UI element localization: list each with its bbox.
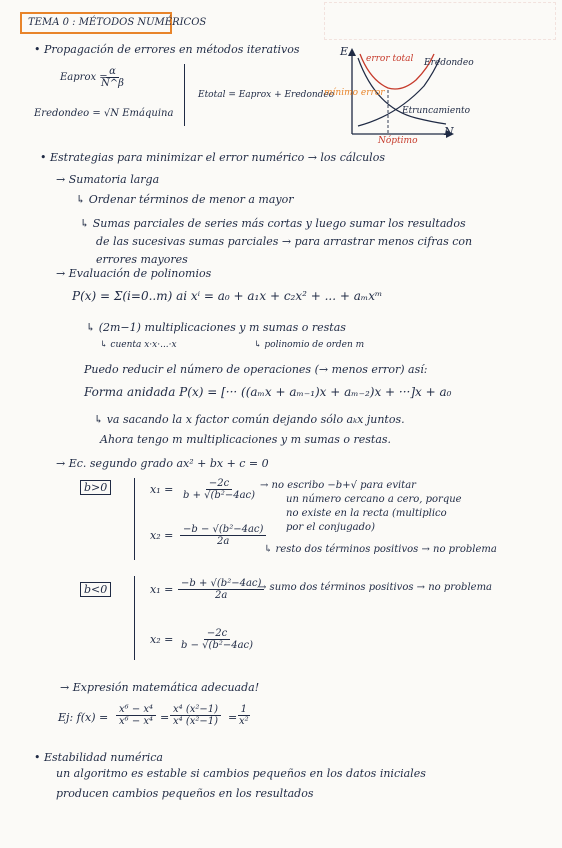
expr-equals-1: = [160, 711, 170, 724]
x2-pos-fraction [180, 524, 266, 547]
b-positive-box: b>0 [80, 480, 111, 495]
eaprox-fraction [98, 66, 127, 89]
propagation-heading: • Propagación de errores en métodos iterativos [34, 43, 300, 56]
etotal-formula: Etotal = Eaprox + Eredondeo [198, 90, 335, 100]
x1-neg-den: 2a [215, 590, 228, 601]
poly-formula: P(x) = Σ(i=0..m) ai xⁱ = a₀ + a₁x + c₂x² + ... + aₘxᵐ [72, 289, 383, 303]
poly-nested-form: Forma anidada P(x) = [··· ((aₘx + aₘ₋₁)x + aₘ₋₂)x + ···]x + a₀ [84, 385, 452, 399]
strategies-heading: • Estrategias para minimizar el error numérico → los cálculos [40, 151, 385, 164]
etruncamiento-label: Etruncamiento [402, 106, 471, 116]
formula-divider [184, 64, 185, 126]
expr-f2-num: x⁴ (x²−1) [170, 704, 221, 716]
x1-neg-note: → sumo dos términos positivos → no problema [258, 582, 493, 593]
eredondeo-label: Eredondeo [424, 58, 474, 68]
b-negative-box: b<0 [80, 582, 111, 597]
x1-neg-fraction [178, 578, 264, 601]
expr-f2-den: x⁴ (x²−1) [173, 716, 219, 727]
eaprox-numerator: α [106, 66, 119, 78]
expr-fraction-3 [236, 704, 252, 727]
x1-neg-num: −b + √(b²−4ac) [178, 578, 264, 590]
x2-pos-label: x₂ = [150, 529, 174, 542]
x1-pos-den: b + √(b²−4ac) [183, 490, 256, 501]
expr-f3-num: 1 [238, 704, 250, 716]
expr-fraction-1 [116, 704, 156, 727]
x1-pos-note1: → no escribo −b+√ para evitar [260, 480, 416, 491]
x2-neg-num: −2c [204, 628, 230, 640]
sum-partial-line1: ↳ Sumas parciales de series más cortas y luego sumar los resultados [80, 217, 466, 230]
faint-bleed-through [324, 2, 556, 40]
poly-save-note: Ahora tengo m multiplicaciones y m sumas o restas. [100, 433, 392, 446]
sum-partial-line2: de las sucesivas sumas parciales → para arrastrar menos cifras con [96, 235, 473, 248]
eaprox-denominator: N^β [101, 78, 124, 89]
expr-f1-num: x⁶ − x⁴ [116, 704, 156, 716]
expr-f3-den: x² [239, 716, 249, 727]
x1-pos-fraction [180, 478, 258, 501]
x2-neg-fraction [178, 628, 256, 651]
x1-pos-note2: un número cercano a cero, porque [286, 494, 462, 505]
x1-pos-num: −2c [206, 478, 232, 490]
expr-example: Ej: f(x) = [58, 711, 109, 724]
expr-fraction-2 [170, 704, 221, 727]
expr-heading: → Expresión matemática adecuada! [60, 681, 260, 694]
noptimo-label: Nóptimo [378, 136, 418, 146]
poly-cost-line: ↳ (2m−1) multiplicaciones y m sumas o restas [86, 321, 346, 334]
page-title: TEMA 0 : MÉTODOS NUMÉRICOS [20, 12, 172, 34]
stability-line2: producen cambios pequeños en los resultados [56, 787, 314, 800]
x1-pos-note4: por el conjugado) [286, 522, 375, 533]
b-negative-brace [134, 576, 135, 660]
x2-neg-label: x₂ = [150, 633, 174, 646]
x2-pos-num: −b − √(b²−4ac) [180, 524, 266, 536]
x2-pos-den: 2a [217, 536, 230, 547]
poly-factor-note: ↳ va sacando la x factor común dejando sólo aₖx juntos. [94, 413, 405, 426]
poly-cost-order: ↳ polinomio de orden m [254, 340, 365, 350]
x2-neg-den: b − √(b²−4ac) [181, 640, 254, 651]
sum-order-note: ↳ Ordenar términos de menor a mayor [76, 193, 294, 206]
expr-equals-2: = [228, 711, 238, 724]
poly-heading: → Evaluación de polinomios [56, 267, 212, 280]
quad-heading: → Ec. segundo grado ax² + bx + c = 0 [56, 457, 269, 470]
b-positive-brace [134, 478, 135, 560]
eredondeo-formula: Eredondeo = √N Emáquina [34, 108, 174, 119]
e-axis-arrow [348, 48, 356, 56]
e-axis-label: E [340, 45, 349, 58]
poly-cost-xcount: ↳ cuenta x·x·...·x [100, 340, 177, 350]
x1-pos-label: x₁ = [150, 483, 174, 496]
eaprox-label: Eaprox = [60, 72, 108, 83]
minimo-error-label: mínimo error [324, 88, 385, 98]
expr-f1-den: x⁶ − x⁴ [119, 716, 154, 727]
poly-reduce-note: Puedo reducir el número de operaciones (→ menos error) así: [84, 363, 428, 376]
error-total-label: error total [366, 54, 414, 64]
x1-pos-note3: no existe en la recta (multiplico [286, 508, 447, 519]
sum-partial-line3: errores mayores [96, 253, 188, 266]
stability-heading: • Estabilidad numérica [34, 751, 163, 764]
x2-pos-note: ↳ resto dos términos positivos → no problema [264, 544, 497, 555]
n-axis-label: N [444, 125, 454, 138]
sum-long-heading: → Sumatoria larga [56, 173, 160, 186]
stability-line1: un algoritmo es estable si cambios pequeños en los datos iniciales [56, 767, 426, 780]
x1-neg-label: x₁ = [150, 583, 174, 596]
